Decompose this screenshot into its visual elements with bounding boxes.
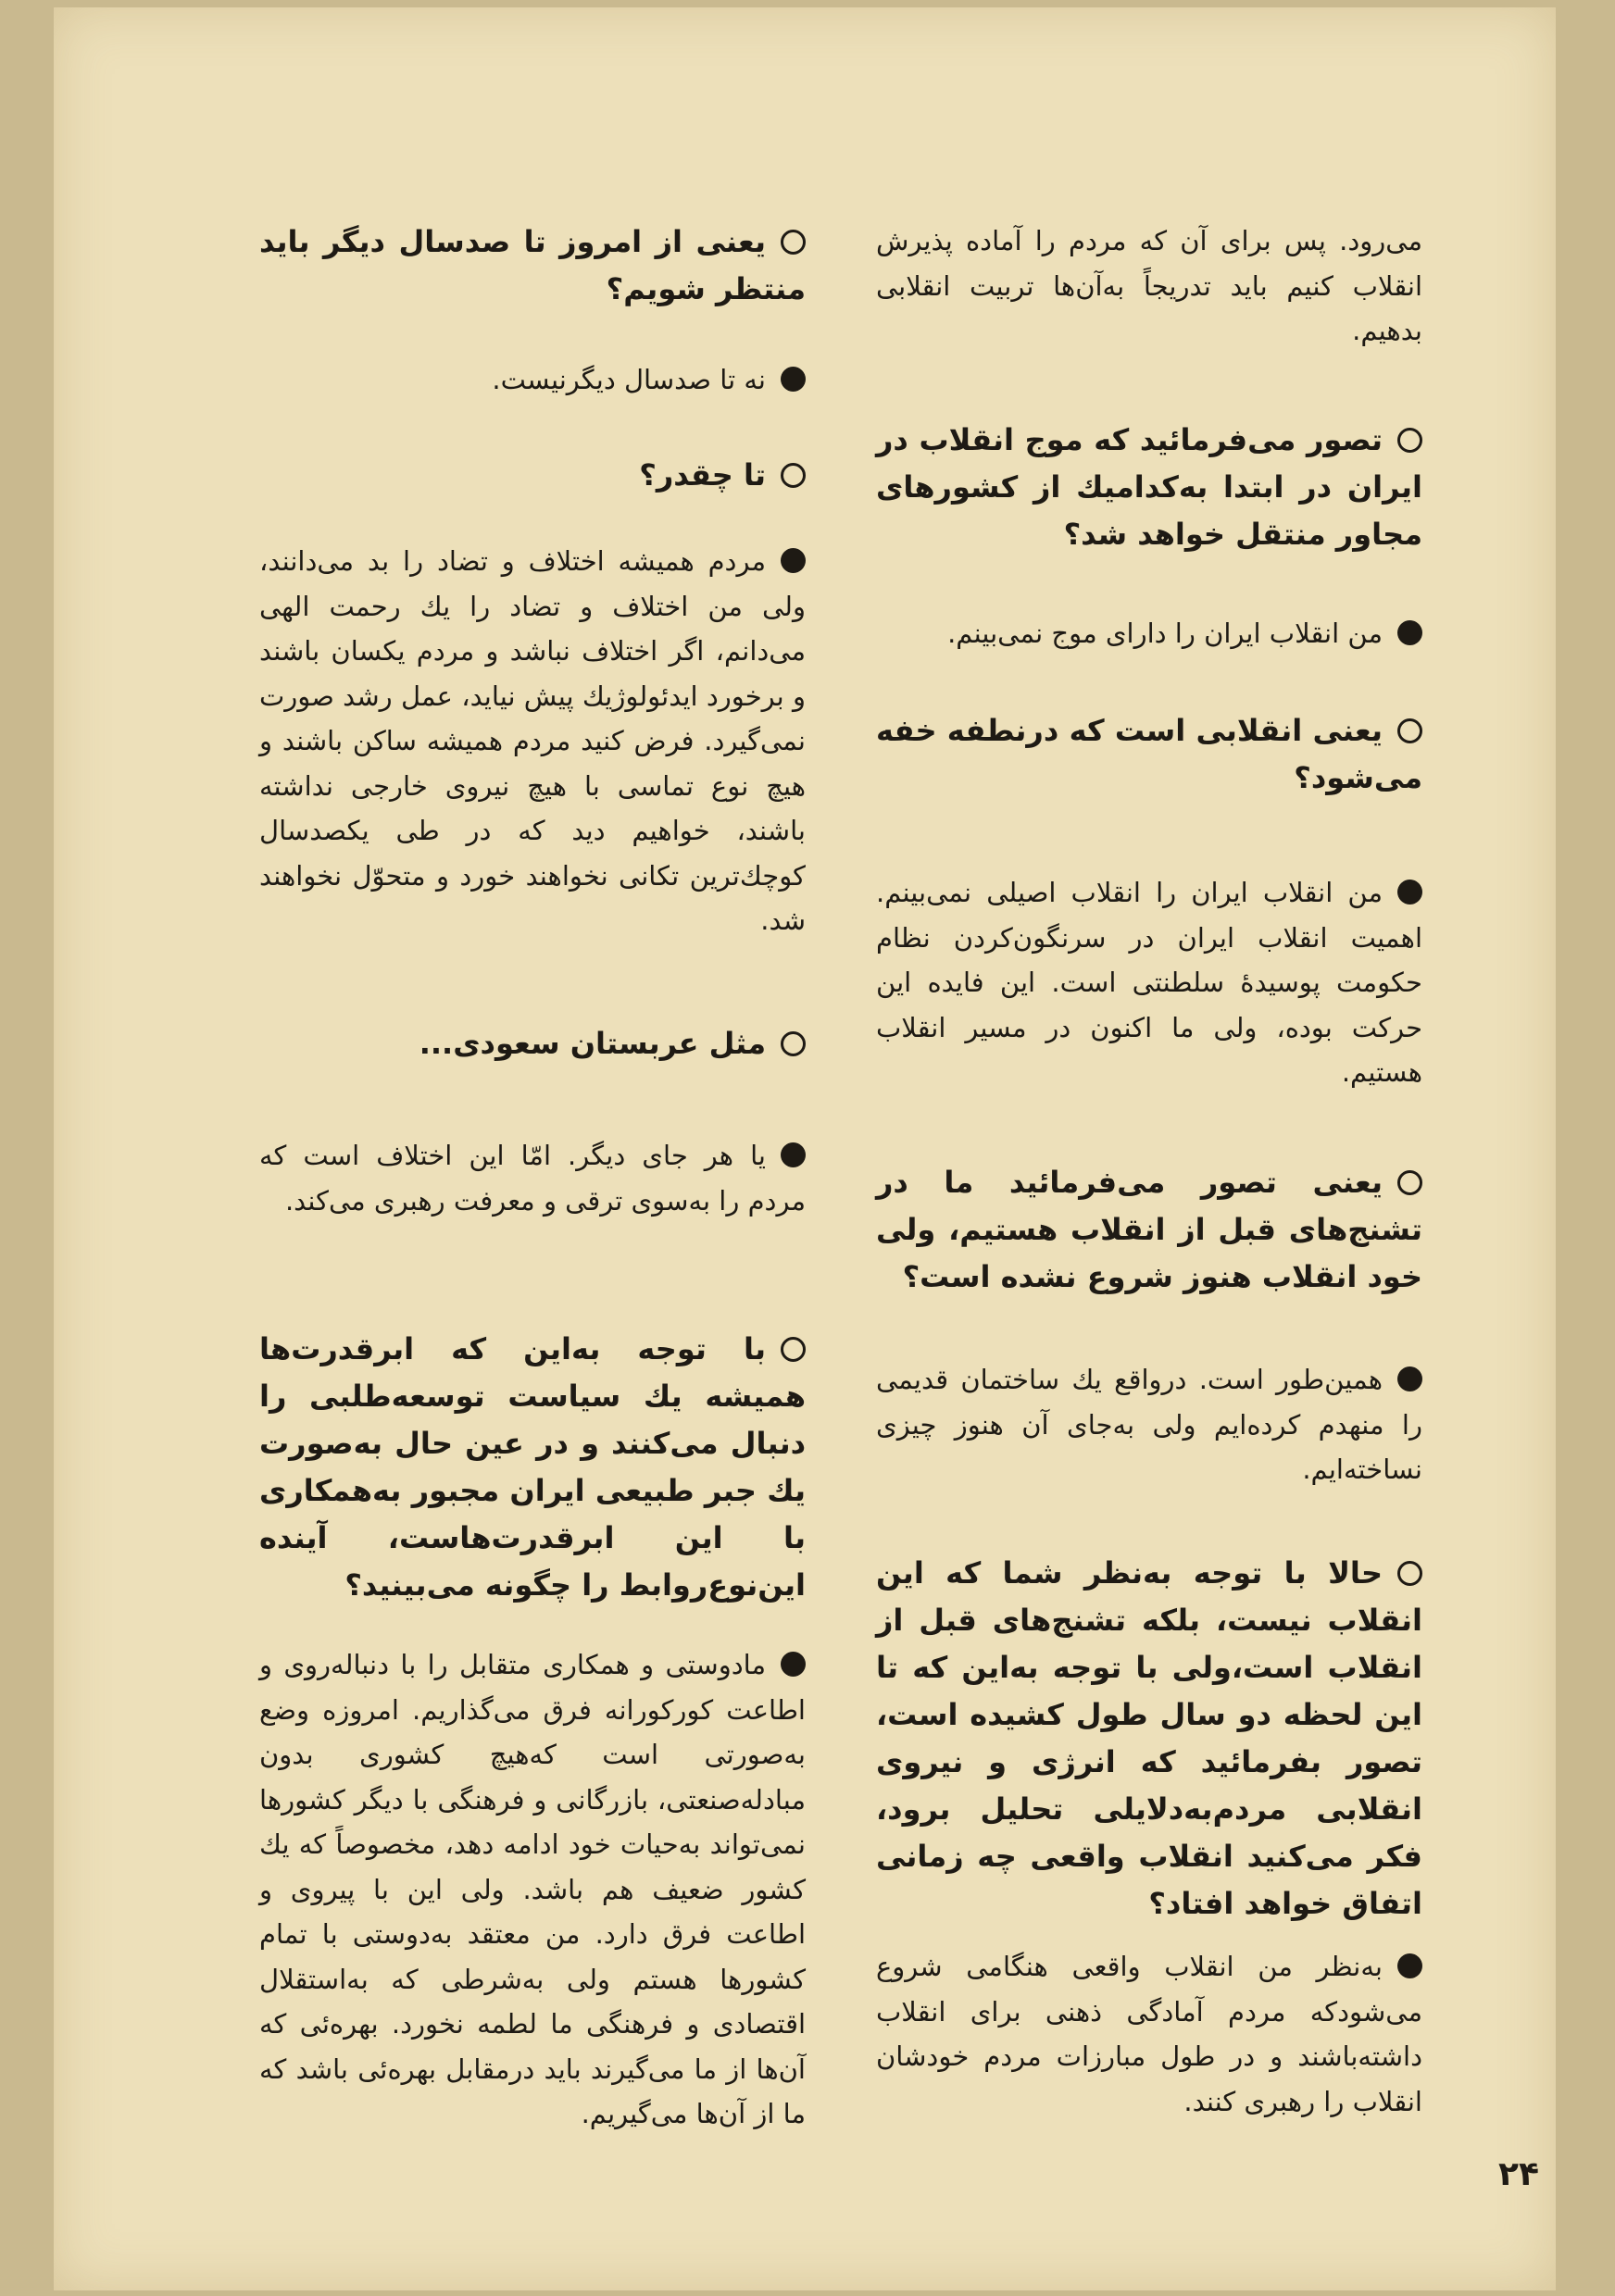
filled-circle-bullet-icon bbox=[1397, 620, 1422, 645]
question bbox=[876, 417, 1422, 558]
filled-circle-bullet-icon bbox=[781, 1652, 806, 1677]
question-text: با توجه به‌این که ابرقدرت‌ها همیشه یك سیاست توسعه‌طلبی را دنبال می‌کنند و در عین حال به‌صورت یك جبر طبیعی ایران مجبور به‌همکاری با این ابرقدرت‌هاست، آینده این‌نوع‌روابط را چگونه می‌بینید؟ bbox=[259, 1331, 806, 1603]
filled-circle-bullet-icon bbox=[1397, 880, 1422, 905]
answer-text: مردم همیشه اختلاف و تضاد را بد می‌دانند، ولی من اختلاف و تضاد را یك رحمت الهی می‌دانم، اگر اختلاف نباشد و مردم یکسان باشند و برخورد ایدئولوژیك پیش نیاید، عمل رشد صورت نمی‌گیرد. فرض کنید مردم همیشه ساکن باشند و هیچ نوع تماسی با هیچ نیروی خارجی نداشته باشند، خواهیم دید که در طی یکصدسال کوچك‌ترین تکانی نخواهند خورد و متحوّل نخواهند شد. bbox=[259, 545, 806, 936]
answer bbox=[259, 539, 806, 943]
question-text: یعنی از امروز تا صدسال دیگر باید منتظر شویم؟ bbox=[259, 224, 806, 306]
question bbox=[259, 1020, 806, 1067]
open-circle-bullet-icon bbox=[781, 1337, 806, 1362]
continuation-paragraph bbox=[876, 218, 1422, 354]
answer-text: همین‌طور است. درواقع یك ساختمان قدیمی را منهدم کرده‌ایم ولی به‌جای آن هنوز چیزی نساخته‌ایم. bbox=[876, 1364, 1422, 1485]
answer-text: یا هر جای دیگر. امّا این اختلاف است که مردم را به‌سوی ترقی و معرفت رهبری می‌کند. bbox=[259, 1140, 806, 1217]
answer bbox=[259, 357, 806, 403]
magazine-page bbox=[54, 7, 1556, 2290]
open-circle-bullet-icon bbox=[781, 463, 806, 488]
question bbox=[259, 452, 806, 499]
page-number: ۲۴ bbox=[1498, 2155, 1539, 2193]
answer bbox=[259, 1133, 806, 1223]
question bbox=[876, 1550, 1422, 1928]
paragraph-text: می‌رود. پس برای آن که مردم را آماده پذیرش انقلاب کنیم باید تدریجاً به‌آن‌ها تربیت انقلابی بدهیم. bbox=[876, 225, 1422, 346]
answer-text: من انقلاب ایران را دارای موج نمی‌بینم. bbox=[947, 618, 1383, 649]
open-circle-bullet-icon bbox=[1397, 718, 1422, 743]
answer-text: من انقلاب ایران را انقلاب اصیلی نمی‌بینم. اهمیت انقلاب ایران در سرنگون‌کردن نظام حکومت پوسیدهٔ سلطنتی است. این فایده این حرکت بوده، ولی ما اکنون در مسیر انقلاب هستیم. bbox=[876, 877, 1422, 1088]
filled-circle-bullet-icon bbox=[781, 1142, 806, 1167]
question bbox=[259, 1326, 806, 1609]
answer bbox=[876, 611, 1422, 656]
question bbox=[876, 1159, 1422, 1301]
open-circle-bullet-icon bbox=[1397, 1561, 1422, 1586]
question-text: یعنی انقلابی است که درنطفه خفه می‌شود؟ bbox=[876, 713, 1422, 795]
question bbox=[259, 218, 806, 313]
question-text: مثل عربستان سعودی... bbox=[419, 1026, 766, 1061]
answer-text: به‌نظر من انقلاب واقعی هنگامی شروع می‌شودکه مردم آمادگی ذهنی برای انقلاب داشته‌باشند و در طول مبارزات مردم خودشان انقلاب را رهبری کنند. bbox=[876, 1951, 1422, 2117]
question-text: حالا با توجه به‌نظر شما که این انقلاب نیست، بلکه تشنج‌های قبل از انقلاب است،ولی با توجه به‌این که تا این لحظه دو سال طول کشیده است، تصور بفرمائید که انرژی و نیروی انقلابی مردم‌به‌دلایلی تحلیل برود، فکر می‌کنید انقلاب واقعی چه زمانی اتفاق خواهد افتاد؟ bbox=[876, 1555, 1422, 1921]
open-circle-bullet-icon bbox=[781, 1031, 806, 1056]
answer bbox=[876, 1944, 1422, 2124]
filled-circle-bullet-icon bbox=[781, 548, 806, 573]
answer-text: نه تا صدسال دیگرنیست. bbox=[492, 364, 766, 395]
open-circle-bullet-icon bbox=[1397, 428, 1422, 453]
answer bbox=[876, 1357, 1422, 1492]
filled-circle-bullet-icon bbox=[1397, 1953, 1422, 1978]
question-text: تا چقدر؟ bbox=[639, 457, 766, 493]
question-text: تصور می‌فرمائید که موج انقلاب در ایران در ابتدا به‌کدامیك از کشورهای مجاور منتقل خواهد شد؟ bbox=[876, 422, 1422, 552]
answer bbox=[259, 1642, 806, 2137]
question bbox=[876, 707, 1422, 802]
open-circle-bullet-icon bbox=[1397, 1170, 1422, 1195]
filled-circle-bullet-icon bbox=[1397, 1366, 1422, 1391]
open-circle-bullet-icon bbox=[781, 230, 806, 255]
answer-text: مادوستی و همکاری متقابل را با دنباله‌روی و اطاعت کورکورانه فرق می‌گذاریم. امروزه وضع به‌صورتی است که‌هیچ کشوری بدون مبادله‌صنعتی، بازرگانی و فرهنگی با دیگر کشورها نمی‌تواند به‌حیات خود ادامه دهد، مخصوصاً که یك کشور ضعیف هم باشد. ولی این با پیروی و اطاعت فرق دارد. من معتقد به‌دوستی با تمام کشورها هستم ولی به‌شرطی که به‌استقلال اقتصادی و فرهنگی ما لطمه نخورد. بهره‌ئی که آن‌ها از ما می‌گیرند باید درمقابل بهره‌ئی باشد که ما از آن‌ها می‌گیریم. bbox=[259, 1649, 806, 2129]
filled-circle-bullet-icon bbox=[781, 367, 806, 392]
question-text: یعنی تصور می‌فرمائید ما در تشنج‌های قبل از انقلاب هستیم، ولی خود انقلاب هنوز شروع نشده است؟ bbox=[876, 1165, 1422, 1294]
answer bbox=[876, 870, 1422, 1095]
